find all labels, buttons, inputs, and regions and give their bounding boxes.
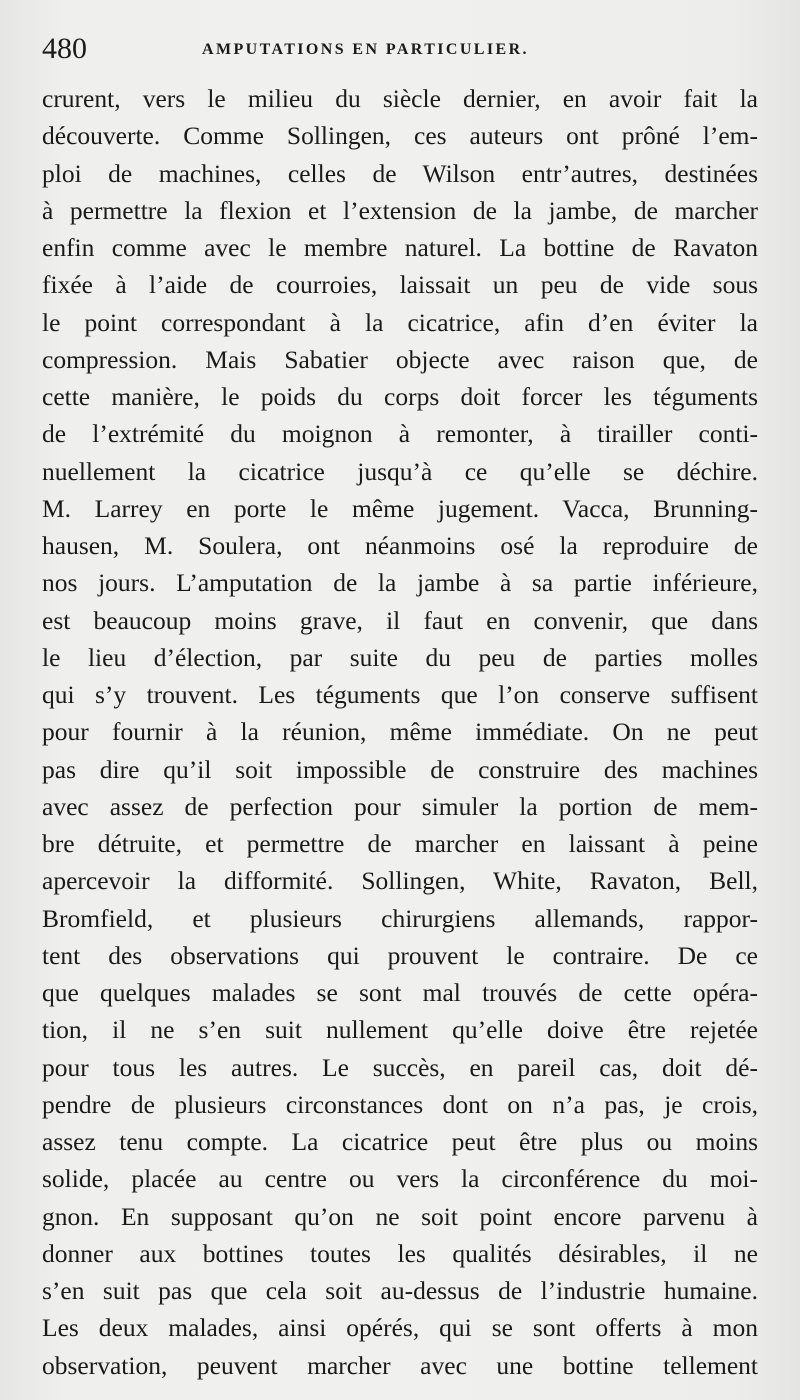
text-line: pas dire qu’il soit impossible de construire des machines bbox=[42, 754, 758, 784]
text-line: nos jours. L’amputation de la jambe à sa partie inférieure, bbox=[42, 568, 758, 598]
page-number: 480 bbox=[42, 32, 87, 65]
text-line: nuellement la cicatrice jusqu’à ce qu’elle se déchire. bbox=[42, 456, 758, 486]
text-line: hausen, M. Soulera, ont néanmoins osé la reproduire de bbox=[42, 531, 758, 560]
text-line: M. Larrey en porte le même jugement. Vacca, Brunning- bbox=[42, 493, 758, 523]
text-line: enfin comme avec le membre naturel. La bottine de Ravaton bbox=[42, 233, 758, 262]
text-line: tion, il ne s’en suit nullement qu’elle doive être rejetée bbox=[42, 1015, 758, 1045]
text-line: pour fournir à la réunion, même immédiate. On ne peut bbox=[42, 717, 758, 747]
text-line: le point correspondant à la cicatrice, afin d’en éviter la bbox=[42, 307, 758, 337]
text-line: bre détruite, et permettre de marcher en laissant à peine bbox=[42, 829, 758, 858]
text-line: Les deux malades, ainsi opérés, qui se sont offerts à mon bbox=[42, 1313, 758, 1343]
running-head: AMPUTATIONS EN PARTICULIER. bbox=[202, 41, 529, 58]
text-line: est beaucoup moins grave, il faut en convenir, que dans bbox=[42, 605, 758, 635]
text-line: gnon. En supposant qu’on ne soit point encore parvenu à bbox=[42, 1201, 758, 1231]
text-line: fixée à l’aide de courroies, laissait un peu de vide sous bbox=[42, 270, 758, 300]
body-text bbox=[42, 80, 758, 1384]
text-line: que quelques malades se sont mal trouvés de cette opéra- bbox=[42, 978, 758, 1007]
text-line: pendre de plusieurs circonstances dont on n’a pas, je crois, bbox=[42, 1089, 758, 1119]
text-line: découverte. Comme Sollingen, ces auteurs ont prôné l’em- bbox=[42, 121, 758, 151]
text-line: s’en suit pas que cela soit au-dessus de l’industrie humaine. bbox=[42, 1276, 758, 1305]
text-line: qui s’y trouvent. Les téguments que l’on conserve suffisent bbox=[42, 680, 758, 709]
text-line: pour tous les autres. Le succès, en pareil cas, doit dé- bbox=[42, 1052, 758, 1082]
text-line: tent des observations qui prouvent le contraire. De ce bbox=[42, 940, 758, 970]
text-line: assez tenu compte. La cicatrice peut être plus ou moins bbox=[42, 1127, 758, 1156]
text-line: solide, placée au centre ou vers la circonférence du moi- bbox=[42, 1164, 758, 1194]
text-line: apercevoir la difformité. Sollingen, White, Ravaton, Bell, bbox=[42, 866, 758, 896]
text-line: cette manière, le poids du corps doit forcer les téguments bbox=[42, 382, 758, 411]
text-line: compression. Mais Sabatier objecte avec raison que, de bbox=[42, 344, 758, 374]
text-line: ploi de machines, celles de Wilson entr’autres, destinées bbox=[42, 158, 758, 188]
text-line: Bromfield, et plusieurs chirurgiens allemands, rappor- bbox=[42, 903, 758, 933]
text-line: crurent, vers le milieu du siècle dernier, en avoir fait la bbox=[42, 84, 758, 113]
page-header bbox=[42, 32, 762, 66]
text-line: à permettre la flexion et l’extension de la jambe, de marcher bbox=[42, 195, 758, 225]
text-line: observation, peuvent marcher avec une bottine tellement bbox=[42, 1350, 758, 1380]
text-line: avec assez de perfection pour simuler la portion de mem- bbox=[42, 791, 758, 821]
text-line: de l’extrémité du moignon à remonter, à tirailler conti- bbox=[42, 419, 758, 449]
text-line: donner aux bottines toutes les qualités désirables, il ne bbox=[42, 1238, 758, 1268]
text-line: le lieu d’élection, par suite du peu de parties molles bbox=[42, 642, 758, 672]
